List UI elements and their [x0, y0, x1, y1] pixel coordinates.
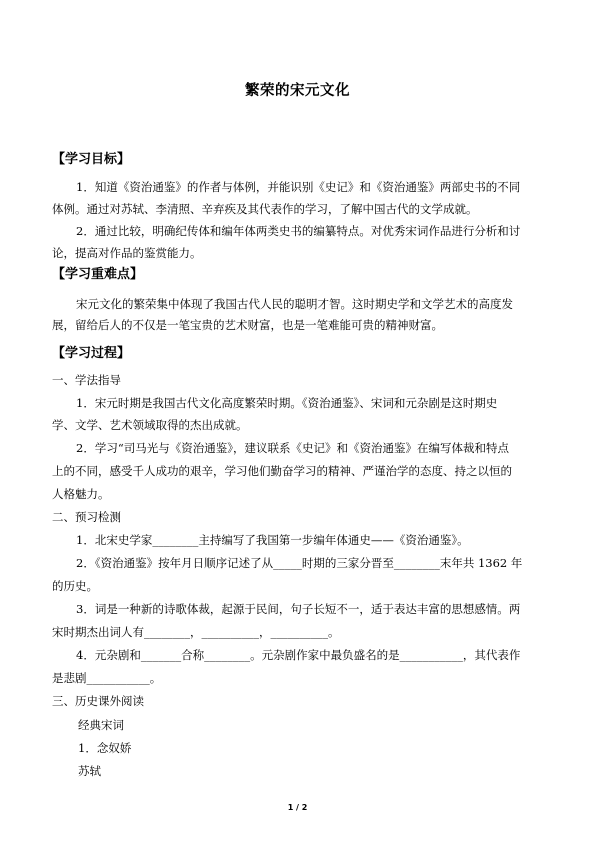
- part2-line-6: 4．元杂剧和_______合称________。元杂剧作家中最负盛名的是___________，其代表作: [76, 648, 521, 662]
- section-heading-key-points: 【学习重难点】: [52, 267, 144, 282]
- page-number: 1 / 2: [287, 803, 308, 812]
- process-part1-heading: 一、学法指导: [52, 373, 121, 387]
- objectives-line-1: 1．知道《资治通鉴》的作者与体例，并能识别《史记》和《资治通鉴》两部史书的不同: [76, 180, 521, 194]
- section-heading-process: 【学习过程】: [52, 346, 131, 361]
- part2-line-7: 是悲剧___________。: [52, 671, 162, 685]
- part1-line-2: 学、文学、艺术领域取得的杰出成就。: [52, 418, 248, 432]
- part2-line-3: 的历史。: [52, 579, 98, 593]
- section-heading-objectives: 【学习目标】: [52, 152, 131, 167]
- objectives-line-2: 体例。通过对苏轼、李清照、辛弃疾及其代表作的学习，了解中国古代的文学成就。: [52, 202, 478, 216]
- part1-line-1: 1．宋元时期是我国古代文化高度繁荣时期。《资治通鉴》、宋词和元杂剧是这时期史: [76, 396, 498, 410]
- key-points-line-2: 展，留给后人的不仅是一笔宝贵的艺术财富，也是一笔难能可贵的精神财富。: [52, 318, 443, 332]
- objectives-line-3: 2．通过比较，明确纪传体和编年体两类史书的编纂特点。对优秀宋词作品进行分析和讨: [76, 224, 521, 238]
- part2-line-4: 3．词是一种新的诗歌体裁，起源于民间，句子长短不一，适于表达丰富的思想感情。两: [76, 602, 521, 616]
- part3-line-1: 经典宋词: [78, 718, 124, 732]
- part1-line-3: 2．学习“司马光与《资治通鉴》，建议联系《史记》和《资治通鉴》在编写体裁和特点: [76, 441, 509, 455]
- part2-line-1: 1．北宋史学家________主持编写了我国第一步编年体通史——《资治通鉴》。: [76, 533, 469, 547]
- objectives-line-4: 论，提高对作品的鉴赏能力。: [52, 246, 202, 260]
- part2-line-2: 2．《资治通鉴》按年月日顺序记述了从_____时期的三家分晋至________末年共 1362 年: [76, 556, 523, 570]
- part3-line-3: 苏轼: [78, 764, 101, 778]
- process-part2-heading: 二、预习检测: [52, 510, 121, 524]
- part1-line-5: 人格魅力。: [52, 487, 110, 501]
- page-title: 繁荣的宋元文化: [245, 83, 350, 99]
- part3-line-2: 1．念奴娇: [78, 741, 132, 755]
- key-points-line-1: 宋元文化的繁荣集中体现了我国古代人民的聪明才智。这时期史学和文学艺术的高度发: [76, 297, 513, 311]
- part1-line-4: 上的不同，感受千人成功的艰辛，学习他们勤奋学习的精神、严谨治学的态度、持之以恒的: [52, 464, 512, 478]
- process-part3-heading: 三、历史课外阅读: [52, 694, 144, 708]
- part2-line-5: 宋时期杰出词人有________，__________，__________。: [52, 625, 340, 639]
